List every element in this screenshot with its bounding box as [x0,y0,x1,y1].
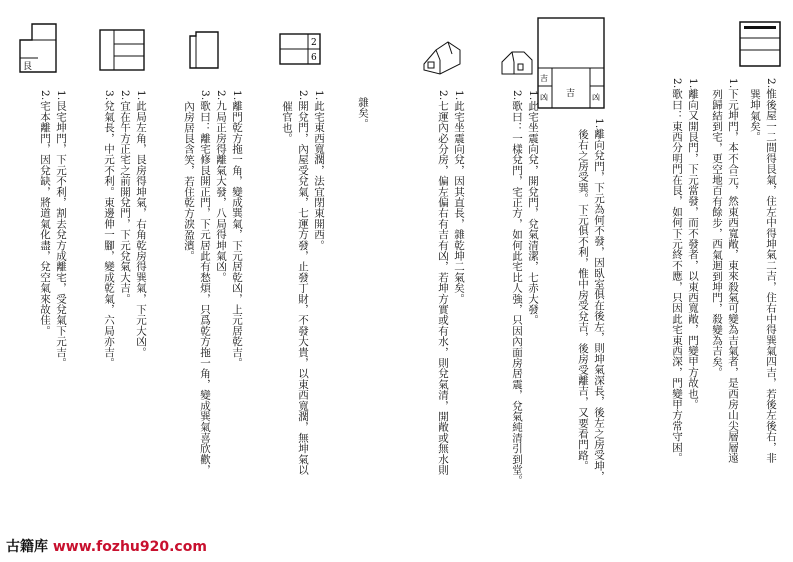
text-column: 2.九局正房得離氣大發，八局得坤氣凶。 [215,90,227,283]
text-column: 1.下元坤門，本不合元，然東西寬敞，東來殺氣可變為吉氣者，是西房山尖層層遠 [727,78,739,463]
house-sketch-1 [500,44,534,78]
text-column: 1.此局左角，艮房得坤氣，右角乾房得巽氣，下元大凶。 [135,90,147,358]
text-column: 1.此宅坐震向兌，因其直長，雜乾坤二氣矣。 [453,90,465,304]
site-name: 古籍库 [6,539,48,555]
house-plan-4 [186,28,222,72]
house-plan-5 [96,26,148,74]
house-sketch-2 [420,38,464,78]
text-column: 1.離向兌門，下元為何不發，因臥室俱在後左，則坤氣深長，後左之房受坤， [593,118,605,482]
text-column: 2.宜在午方正宅之前開兌門，下元兌氣大吉。 [119,90,131,304]
plan-label: 6 [311,53,317,63]
text-column: 2.歌曰：東西分明門在艮，如何下元終不應，只因此宅東西深，門變甲方常守困。 [671,78,683,463]
text-column: 2.惟後屋一二間得艮氣，住左中得坤氣二吉，住右中得巽氣四吉，若後左後右，非 [765,78,777,463]
text-column: 1.此宅東西寬濶，法宜閉東開西。 [313,90,325,251]
text-column: 3.歌曰：離宅修艮開正門，下元居此有愁煩，只爲乾方拖一角，變成巽氣喜欣歡， [199,90,211,475]
text-column: 2.宅本離門，因兌缺，將道氣化盡，兌空氣來故佳。 [39,90,51,336]
plan-label: 凶 [540,93,548,102]
text-column: 後右之房受巽。下元俱不利，惟中房受兌吉，後房受離吉，又要看門路。 [577,118,589,472]
text-column: 內房居艮含笑，若住乾方淚盈濱。 [183,90,195,262]
text-column: 1.此宅坐震向兌，開兌門，兌氣清潔，七赤大發。 [527,90,539,326]
plan-label: 吉 [566,89,576,99]
site-footer [6,536,207,556]
text-column: 2.歌曰：一樣兌門，宅正方，如何此宅比人強，只因內面房居震，兌氣純清引到堂。 [511,90,523,486]
house-plan-1 [738,20,784,70]
text-column: 1.艮宅坤門，下元不利，割去兌方成離宅，受兌氣下元吉。 [55,90,67,368]
text-column: 3.兌氣長，中元不利。東邊伸一腳，變成乾氣，六局亦吉。 [103,90,115,368]
text-column: 2.七運內必分房，偏左偏右有吉有凶，若坤方實或有水，則兌氣清，開敞或無水則 [437,90,449,475]
plan-label: 艮 [23,62,33,72]
house-plan-3 [276,30,324,70]
text-column: 催官也。 [281,90,293,144]
text-column: 1.離向又開艮門，下元當發，而不發者，以東西寬敞，門變甲方故也。 [687,78,699,410]
text-column: 2.開兌門，內屋受兌氣，七運方發，止發丁財，不發大貴，以東西寬濶，無坤氣以 [297,90,309,475]
text-column: 巽坤氣矣。 [749,78,761,143]
text-column: 1.離門乾方拖一角，變成巽氣，下元居乾凶，上元居乾吉。 [231,90,243,368]
plan-label: 2 [311,38,317,48]
plan-label: 凶 [592,93,600,102]
house-plan-6 [16,20,60,76]
text-column: 列歸結到宅，更空地百有餘步，西氣迴到坤門，殺變為吉矣。 [711,78,723,378]
site-url[interactable]: www.fozhu920.com [52,539,207,555]
plan-label: 吉 [540,74,548,83]
text-column: 雜矣。 [357,86,369,129]
house-plan-2 [532,14,610,112]
